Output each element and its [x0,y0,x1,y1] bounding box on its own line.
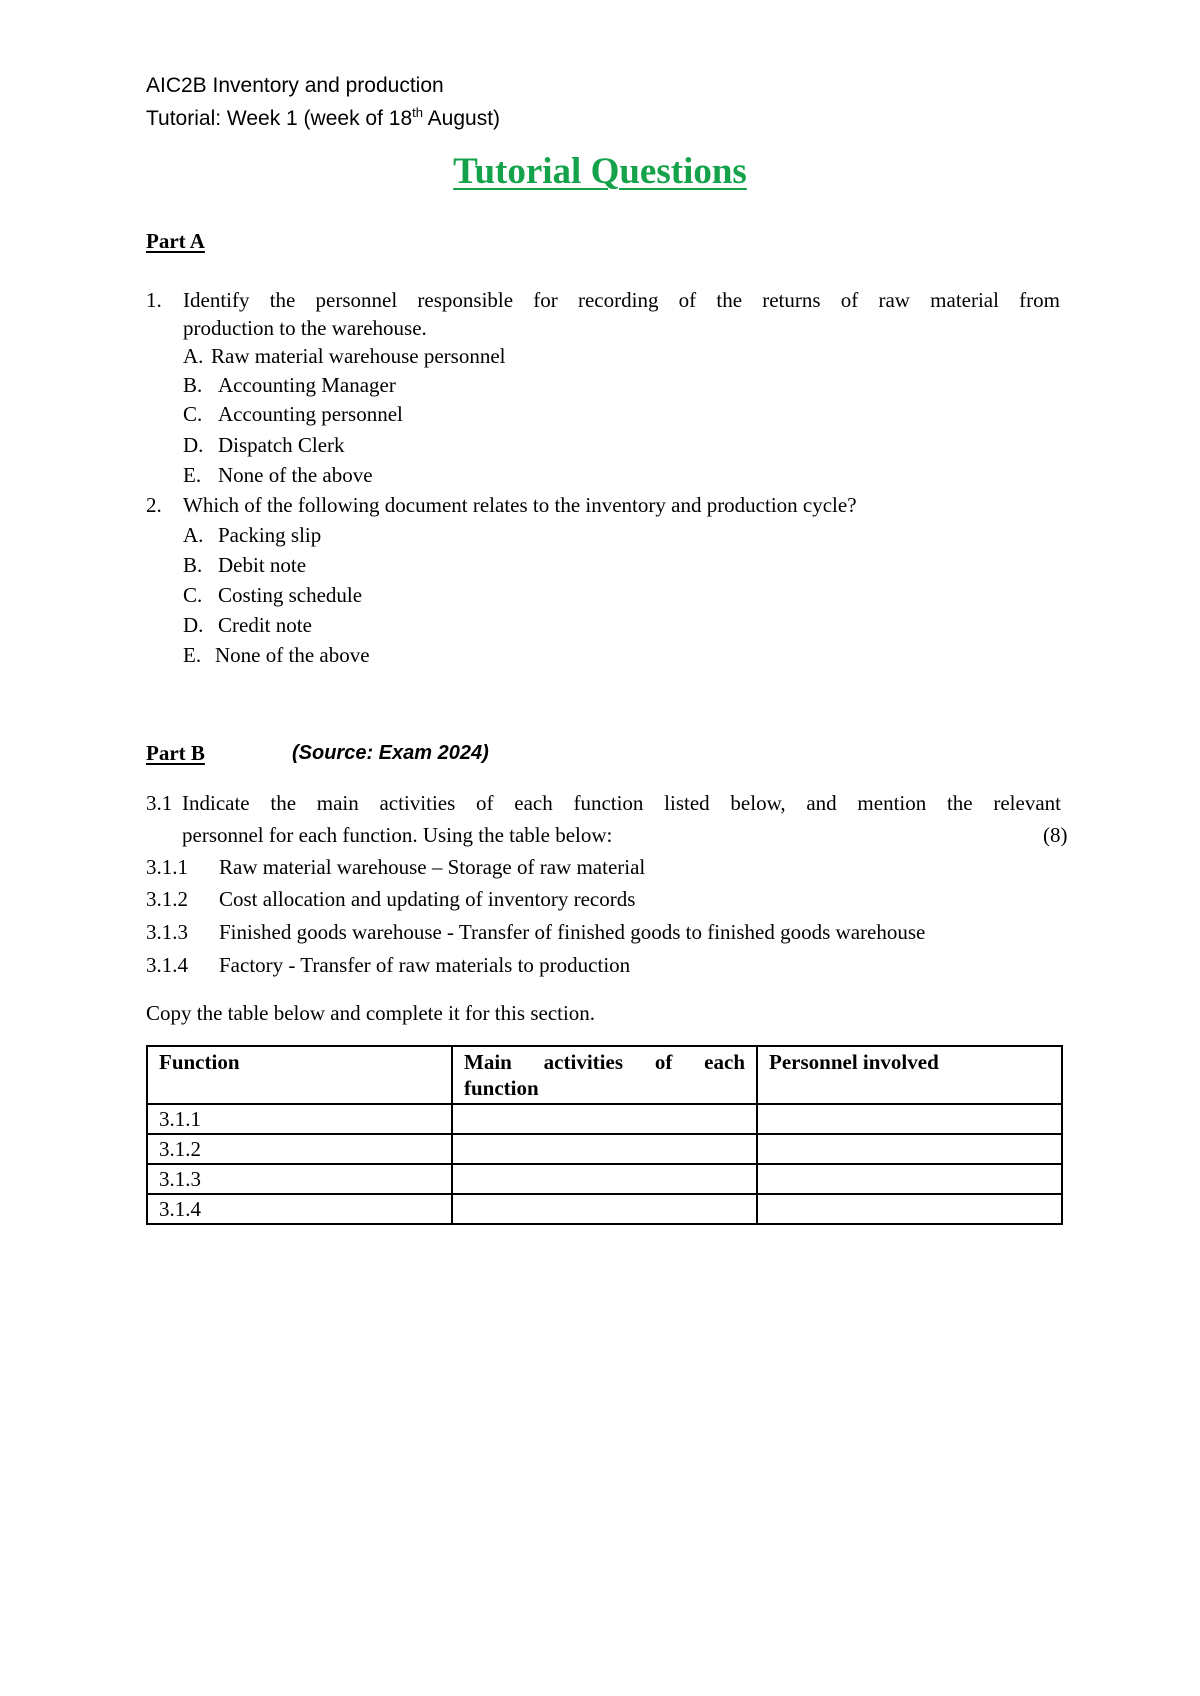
table-cell-function: 3.1.3 [147,1164,452,1194]
q2-option-d-letter: D. [183,613,204,637]
subitem-3-1-1-text: Raw material warehouse – Storage of raw material [219,855,646,879]
table-instruction: Copy the table below and complete it for this section. [146,1001,596,1025]
q1-option-d-text: Dispatch Clerk [218,433,345,457]
q2-option-c-text: Costing schedule [218,583,363,607]
table-cell-activities [452,1194,757,1224]
tutorial-week-superscript: th [412,105,423,120]
table-header-row [147,1046,1062,1104]
table-header-personnel: Personnel involved [757,1046,1062,1104]
question-1-text-line1: Identify the personnel responsible for recording of the returns of raw material from [183,288,1060,312]
q1-option-d-letter: D. [183,433,204,457]
table-cell-function: 3.1.4 [147,1194,452,1224]
tutorial-week-prefix: Tutorial: Week 1 (week of 18 [146,107,413,130]
question-3-1-marks: (8) [1043,823,1068,847]
q1-option-e-text: None of the above [218,463,373,487]
table-row [147,1164,1062,1194]
tutorial-week-suffix: August) [422,107,501,130]
q2-option-a-letter: A. [183,523,204,547]
q1-option-c-letter: C. [183,402,203,426]
table-cell-function: 3.1.1 [147,1104,452,1134]
q2-option-d-text: Credit note [218,613,312,637]
q1-option-b-letter: B. [183,373,203,397]
q1-option-c-text: Accounting personnel [218,402,403,426]
q1-option-b-text: Accounting Manager [218,373,396,397]
q1-option-a-text: Raw material warehouse personnel [211,344,506,368]
table-row [147,1134,1062,1164]
course-title: AIC2B Inventory and production [146,74,444,97]
part-b-source: (Source: Exam 2024) [292,742,489,764]
part-b-heading: Part B [146,741,205,765]
q2-option-e-text: None of the above [215,643,370,667]
table-cell-personnel [757,1104,1062,1134]
question-1-number: 1. [146,288,162,312]
page-title: Tutorial Questions [453,151,747,192]
table-cell-activities [452,1104,757,1134]
subitem-3-1-2-text: Cost allocation and updating of inventory records [219,887,636,911]
table-cell-activities [452,1164,757,1194]
table-cell-personnel [757,1134,1062,1164]
subitem-3-1-3-text: Finished goods warehouse - Transfer of finished goods to finished goods warehouse [219,920,926,944]
q1-option-a-letter: A. [183,344,204,368]
question-3-1-number: 3.1 [146,791,173,815]
table-cell-function: 3.1.2 [147,1134,452,1164]
function-table [146,1045,1063,1225]
table-cell-personnel [757,1164,1062,1194]
tutorial-week [146,105,500,131]
q2-option-a-text: Packing slip [218,523,322,547]
table-row [147,1104,1062,1134]
q1-option-e-letter: E. [183,463,202,487]
question-2-text: Which of the following document relates to the inventory and production cycle? [183,493,857,517]
table-cell-personnel [757,1194,1062,1224]
question-3-1-text-line2: personnel for each function. Using the table below: [182,823,613,847]
question-3-1-text-line1: Indicate the main activities of each function listed below, and mention the relevant [182,791,1061,815]
table-row [147,1194,1062,1224]
question-2-number: 2. [146,493,162,517]
table-cell-activities [452,1134,757,1164]
subitem-3-1-4-number: 3.1.4 [146,953,188,977]
subitem-3-1-2-number: 3.1.2 [146,887,188,911]
q2-option-b-letter: B. [183,553,203,577]
table-header-main-activities: Main activities of each function [452,1046,757,1104]
question-1-text-line2: production to the warehouse. [183,316,427,340]
q2-option-b-text: Debit note [218,553,307,577]
q2-option-c-letter: C. [183,583,203,607]
table-header-function: Function [147,1046,452,1104]
subitem-3-1-4-text: Factory - Transfer of raw materials to production [219,953,631,977]
q2-option-e-letter: E. [183,643,202,667]
subitem-3-1-3-number: 3.1.3 [146,920,188,944]
subitem-3-1-1-number: 3.1.1 [146,855,188,879]
part-a-heading: Part A [146,229,205,253]
